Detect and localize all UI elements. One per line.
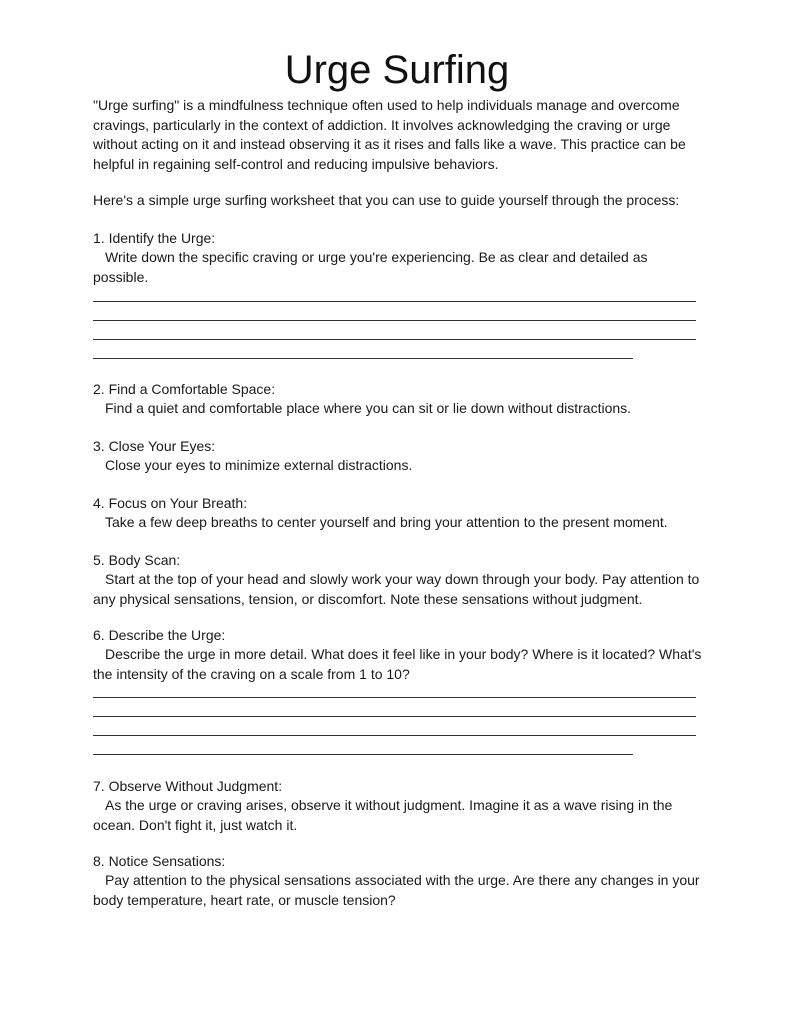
step-7-heading: 7. Observe Without Judgment:: [93, 778, 283, 794]
answer-line[interactable]: [93, 301, 696, 302]
answer-line[interactable]: [93, 754, 633, 755]
answer-line[interactable]: [93, 339, 696, 340]
answer-line[interactable]: [93, 735, 696, 736]
step-4-heading: 4. Focus on Your Breath:: [93, 495, 248, 511]
step-3-text: Close your eyes to minimize external distractions.: [105, 457, 413, 473]
step-6-heading: 6. Describe the Urge:: [93, 627, 226, 643]
step-7-text: As the urge or craving arises, observe it without judgment. Imagine it as a wave rising in the ocean. Don't fight it, just watch it.: [93, 797, 673, 833]
step-3-heading: 3. Close Your Eyes:: [93, 438, 216, 454]
step-1-text: Write down the specific craving or urge you're experiencing. Be as clear and detailed as possible.: [93, 249, 648, 285]
answer-line[interactable]: [93, 697, 696, 698]
answer-line[interactable]: [93, 358, 633, 359]
step-1-heading: 1. Identify the Urge:: [93, 230, 216, 246]
step-8-heading: 8. Notice Sensations:: [93, 853, 226, 869]
answer-line[interactable]: [93, 716, 696, 717]
step-5-text: Start at the top of your head and slowly work your way down through your body. Pay attention to any physical sensations, tension, or discomfort. Note these sensations without judgment.: [93, 571, 700, 607]
step-6-text: Describe the urge in more detail. What does it feel like in your body? Where is it located? What's the intensity of the craving on a scale from 1 to 10?: [93, 646, 702, 682]
step-4-text: Take a few deep breaths to center yourself and bring your attention to the present moment.: [105, 514, 668, 530]
step-2-heading: 2. Find a Comfortable Space:: [93, 381, 276, 397]
step-5-heading: 5. Body Scan:: [93, 552, 181, 568]
page-title: Urge Surfing: [284, 48, 510, 92]
step-8-text: Pay attention to the physical sensations associated with the urge. Are there any changes in your body temperature, heart rate, or muscle tension?: [93, 872, 700, 908]
answer-line[interactable]: [93, 320, 696, 321]
intro-paragraph: "Urge surfing" is a mindfulness technique often used to help individuals manage and overcome cravings, particularly in the context of addiction. It involves acknowledging the craving or urge without acting on it and instead observing it as it rises and falls like a wave. This practice can be helpful in regaining self-control and reducing impulsive behaviors.: [93, 97, 686, 172]
step-2-text: Find a quiet and comfortable place where you can sit or lie down without distractions.: [105, 400, 632, 416]
lead-paragraph: Here's a simple urge surfing worksheet that you can use to guide yourself through the process:: [93, 192, 680, 208]
